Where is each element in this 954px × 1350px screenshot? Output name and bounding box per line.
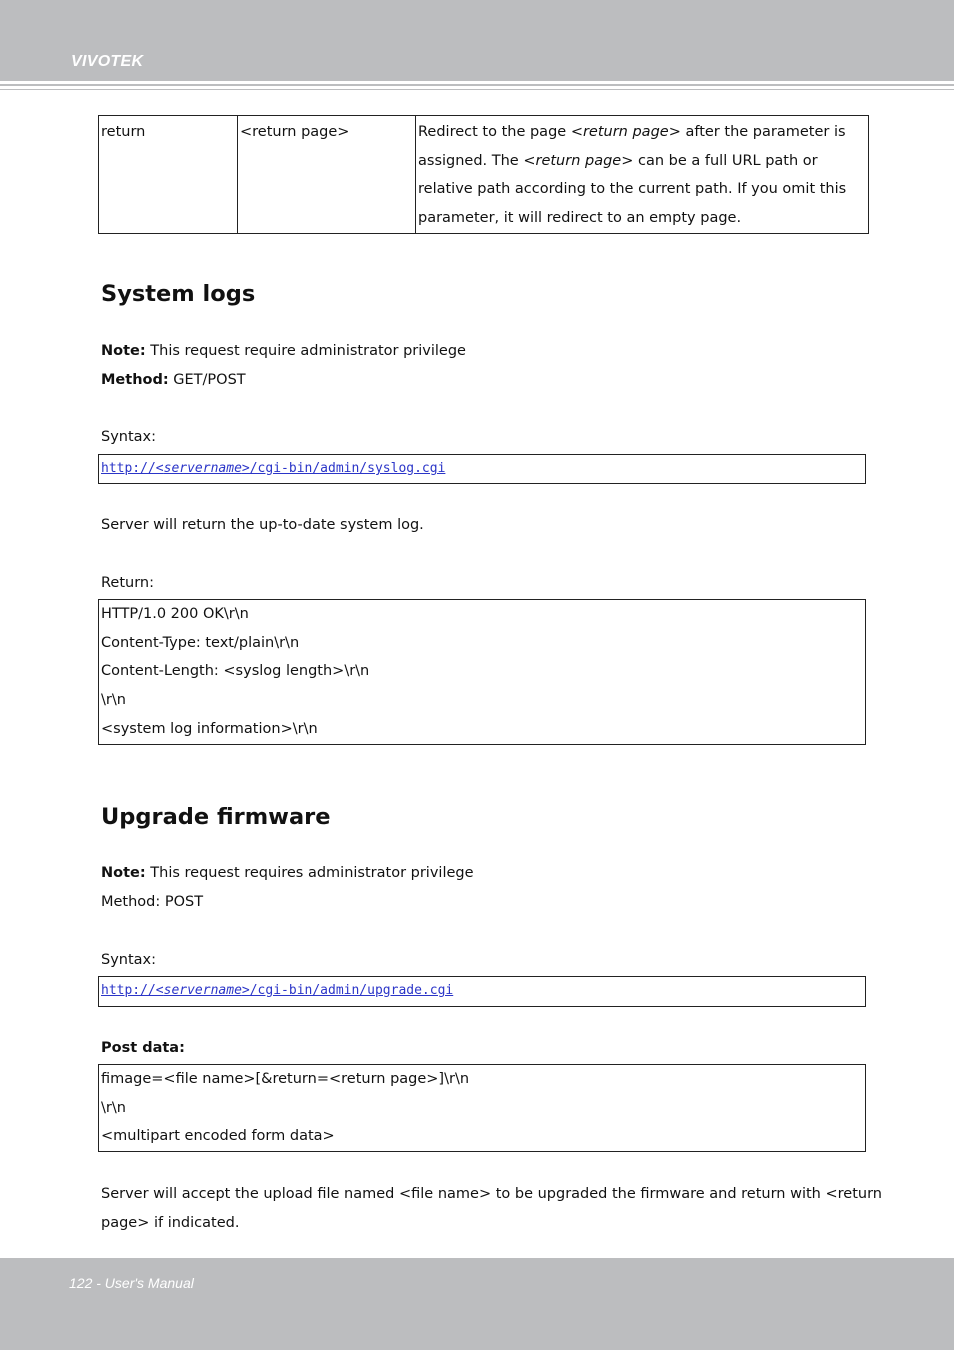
url-part: >/cgi-bin/admin/upgrade.cgi bbox=[241, 983, 454, 998]
param-value-cell: <return page> bbox=[238, 116, 416, 234]
note-line bbox=[101, 343, 466, 359]
table-row bbox=[99, 116, 869, 234]
page-footer bbox=[0, 1258, 954, 1350]
server-return-text: Server will return the up-to-date system log. bbox=[101, 517, 424, 533]
return-line: \r\n bbox=[101, 692, 126, 709]
accept-text-line-1: Server will accept the upload file named <file name> to be upgraded the firmware and return with <return bbox=[101, 1186, 882, 1202]
return-line: Content-Type: text/plain\r\n bbox=[101, 634, 300, 651]
header-rule-thick bbox=[0, 84, 954, 86]
desc-text: after the parameter is assigned. The bbox=[418, 124, 846, 169]
post-data-box bbox=[98, 1064, 866, 1152]
section-title-system-logs: System logs bbox=[101, 281, 256, 307]
method-label: Method: bbox=[101, 372, 169, 388]
url-part: http://< bbox=[101, 461, 164, 476]
note-text: This request requires administrator privilege bbox=[145, 865, 474, 881]
section-title-upgrade-firmware: Upgrade firmware bbox=[101, 804, 331, 830]
parameter-table bbox=[98, 115, 869, 234]
accept-text-line-2: page> if indicated. bbox=[101, 1215, 240, 1231]
syntax-box bbox=[98, 454, 866, 484]
return-line: Content-Length: <syslog length>\r\n bbox=[101, 663, 370, 680]
post-data-line: \r\n bbox=[101, 1099, 126, 1116]
url-part-italic: servername bbox=[163, 983, 242, 998]
method-line bbox=[101, 372, 246, 388]
syntax-label: Syntax: bbox=[101, 429, 157, 445]
post-data-line: <multipart encoded form data> bbox=[101, 1128, 335, 1145]
page-number-label: 122 - User's Manual bbox=[69, 1275, 194, 1291]
method-line: Method: POST bbox=[101, 894, 204, 910]
upgrade-url-link[interactable] bbox=[99, 977, 865, 1005]
syntax-label: Syntax: bbox=[101, 952, 157, 968]
note-label: Note: bbox=[101, 343, 146, 359]
note-label: Note: bbox=[101, 865, 146, 881]
url-part: >/cgi-bin/admin/syslog.cgi bbox=[241, 461, 446, 476]
desc-text: Redirect to the page bbox=[418, 124, 571, 140]
return-line: HTTP/1.0 200 OK\r\n bbox=[101, 606, 249, 622]
post-data-label: Post data: bbox=[101, 1040, 185, 1056]
desc-italic: <return page> bbox=[523, 152, 634, 169]
syslog-url-link[interactable] bbox=[99, 455, 865, 483]
desc-italic: <return page> bbox=[570, 124, 681, 140]
syntax-box bbox=[98, 976, 866, 1007]
note-text: This request require administrator privilege bbox=[145, 343, 466, 359]
return-box bbox=[98, 599, 866, 745]
return-label: Return: bbox=[101, 575, 155, 591]
note-line bbox=[101, 865, 474, 881]
url-part: http://< bbox=[101, 983, 164, 998]
method-text: GET/POST bbox=[168, 372, 246, 388]
brand-logo: VIVOTEK bbox=[71, 53, 144, 70]
desc-text: can be a full URL path or relative path according to the current path. If you omit this parameter, it will redirect to an empty page. bbox=[418, 152, 847, 227]
param-description-cell bbox=[416, 116, 869, 234]
post-data-line: fimage=<file name>[&return=<return page>]\r\n bbox=[101, 1071, 470, 1087]
url-part-italic: servername bbox=[163, 461, 242, 476]
return-line: <system log information>\r\n bbox=[101, 720, 318, 737]
header-rule-thin bbox=[0, 89, 954, 90]
param-name-cell: return bbox=[99, 116, 238, 234]
